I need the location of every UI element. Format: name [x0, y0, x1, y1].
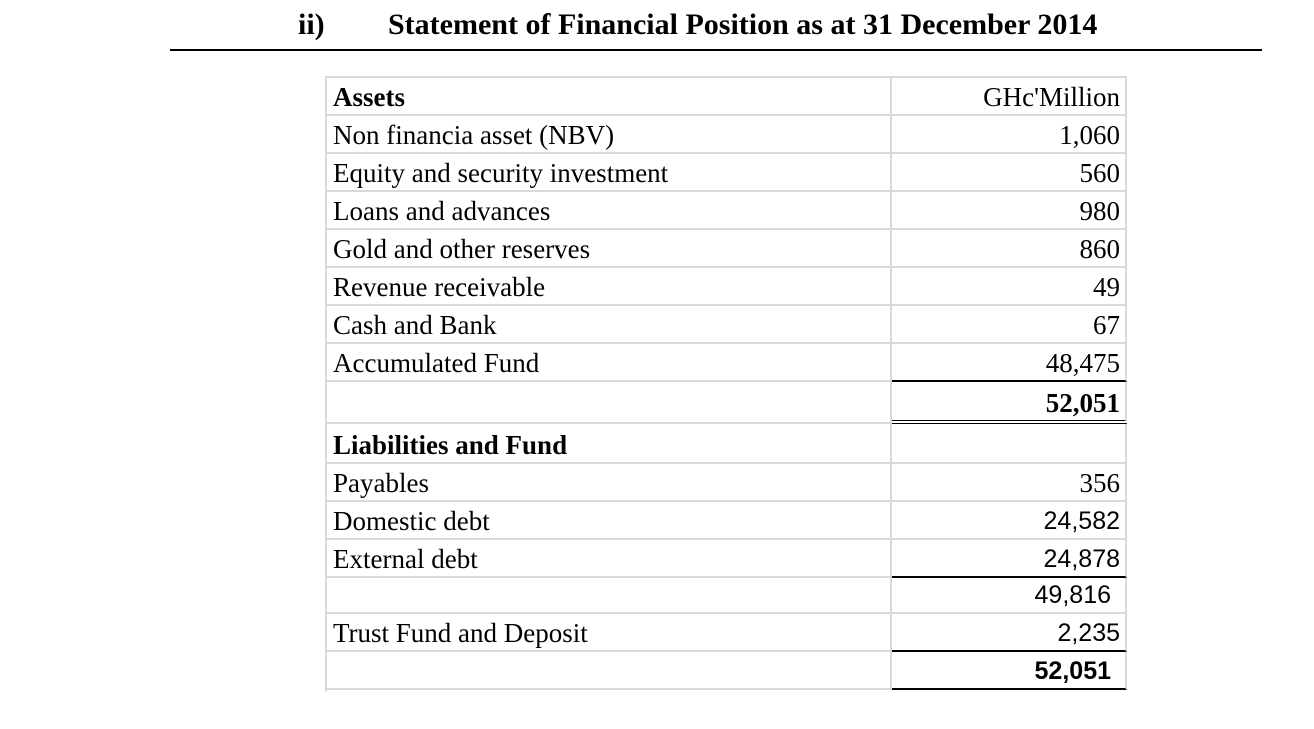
liability-value: 24,878	[1043, 545, 1120, 573]
liabilities-header: Liabilities and Fund	[333, 430, 568, 460]
asset-label: Cash and Bank	[333, 310, 497, 340]
liability-value: 24,582	[1043, 507, 1120, 535]
table-row	[327, 502, 1127, 540]
asset-label: Revenue receivable	[333, 272, 546, 302]
table-row	[327, 268, 1127, 306]
liabilities-header-row	[327, 424, 1127, 464]
currency-header: GHc'Million	[983, 82, 1120, 112]
table-row	[327, 344, 1127, 382]
liabilities-subtotal-value: 49,816	[1034, 581, 1111, 609]
table-row	[327, 192, 1127, 230]
asset-label: Gold and other reserves	[333, 234, 591, 264]
table-row	[327, 154, 1127, 192]
financial-position-table	[325, 76, 1127, 692]
assets-total-row	[327, 382, 1127, 424]
asset-label: Non financia asset (NBV)	[333, 120, 615, 150]
title-underline	[170, 49, 1262, 51]
grand-total-value: 52,051	[1034, 657, 1111, 685]
table-row	[327, 614, 1127, 652]
asset-label: Equity and security investment	[333, 158, 669, 188]
liabilities-subtotal-row	[327, 578, 1127, 614]
table-row	[327, 116, 1127, 154]
section-number: ii)	[298, 8, 325, 41]
table-row	[327, 464, 1127, 502]
liability-label: Payables	[333, 468, 429, 498]
table-row	[327, 306, 1127, 344]
asset-value: 560	[1079, 158, 1120, 188]
grand-total-row	[327, 652, 1127, 690]
liability-label: Domestic debt	[333, 506, 490, 536]
asset-value: 48,475	[1045, 348, 1120, 378]
asset-value: 67	[1093, 310, 1120, 340]
table-row	[327, 540, 1127, 578]
assets-header: Assets	[333, 82, 405, 112]
trust-fund-value: 2,235	[1057, 619, 1120, 647]
asset-label: Accumulated Fund	[333, 348, 540, 378]
assets-total-value: 52,051	[1045, 388, 1120, 418]
asset-value: 860	[1079, 234, 1120, 264]
asset-value: 49	[1093, 272, 1120, 302]
asset-label: Loans and advances	[333, 196, 551, 226]
liability-value: 356	[1079, 468, 1120, 498]
table-row	[327, 230, 1127, 268]
liability-label: External debt	[333, 544, 478, 574]
trust-fund-label: Trust Fund and Deposit	[333, 618, 588, 648]
asset-value: 980	[1079, 196, 1120, 226]
statement-title: Statement of Financial Position as at 31 December 2014	[388, 8, 1098, 41]
asset-value: 1,060	[1059, 120, 1120, 150]
table-header-row	[327, 78, 1127, 116]
